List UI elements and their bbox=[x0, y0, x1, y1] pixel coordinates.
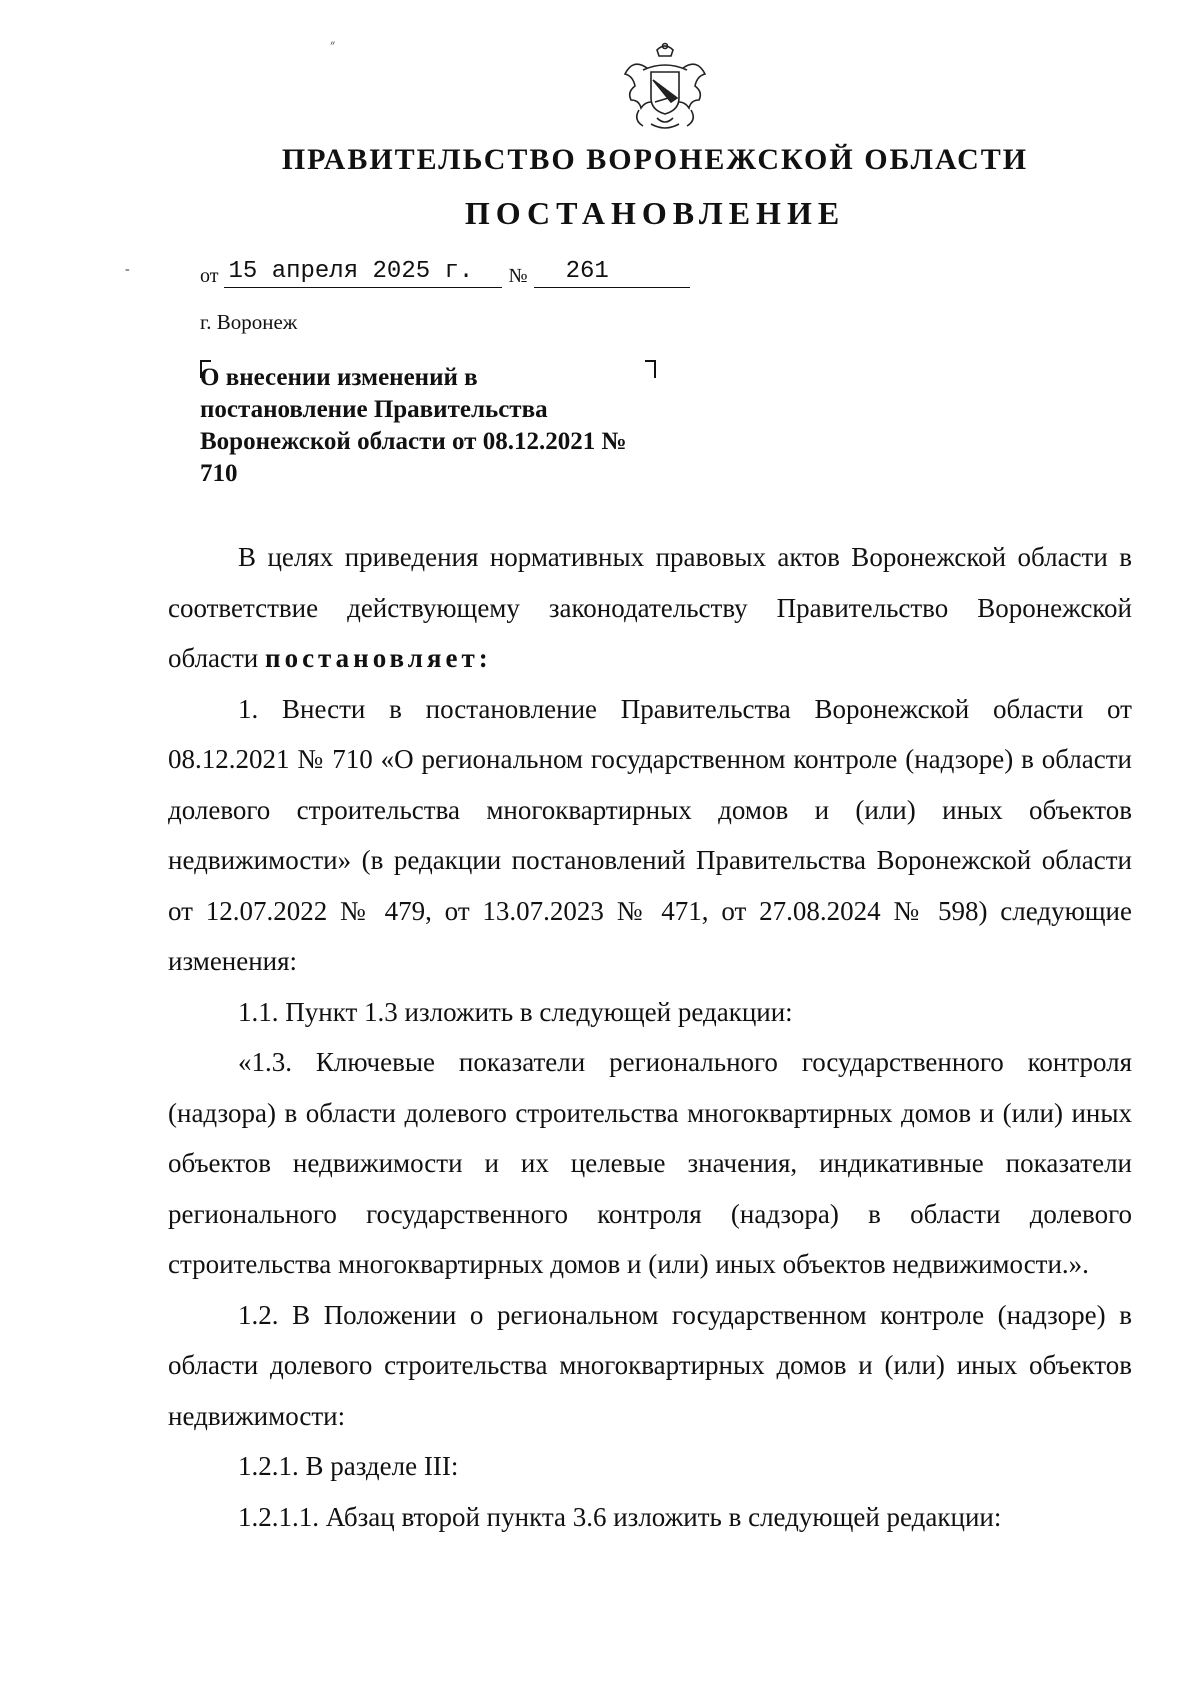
preamble-paragraph bbox=[168, 532, 1132, 684]
scan-mark: ״ bbox=[330, 38, 336, 53]
number-prefix: № bbox=[508, 265, 528, 287]
paragraph-1-1-quote: «1.3. Ключевые показатели регионального государственного контроля (надзора) в области долевого строительства многоквартирных домов и (или) иных объектов недвижимости и их целевые значения, индикативные показатели регионального государственного контроля (надзора) в области долевого строительства многоквартирных домов и (или) иных объектов недвижимости.». bbox=[168, 1047, 1132, 1279]
subject-bracket-right bbox=[645, 360, 656, 378]
preamble-verb: постановляет: bbox=[265, 643, 492, 673]
document-subject: О внесении изменений в постановление Правительства Воронежской области от 08.12.2021 № 710 bbox=[200, 364, 627, 487]
paragraph-1-2-1: 1.2.1. В разделе III: bbox=[238, 1451, 459, 1481]
paragraph-1-2-1-1: 1.2.1.1. Абзац второй пункта 3.6 изложить в следующей редакции: bbox=[238, 1501, 1002, 1532]
document-type-title: ПОСТАНОВЛЕНИЕ bbox=[464, 195, 846, 231]
scan-mark: - bbox=[125, 262, 130, 277]
coat-of-arms-voronezh-icon bbox=[617, 40, 713, 136]
document-number: 261 bbox=[534, 258, 690, 288]
government-name: ПРАВИТЕЛЬСТВО ВОРОНЕЖСКОЙ ОБЛАСТИ bbox=[281, 143, 1029, 176]
document-date: 15 апреля 2025 г. bbox=[224, 258, 502, 288]
date-prefix: от bbox=[200, 265, 219, 287]
paragraph-1-1: 1.1. Пункт 1.3 изложить в следующей редакции: bbox=[238, 996, 793, 1027]
date-number-line bbox=[200, 258, 696, 288]
preamble-text: В целях приведения нормативных правовых актов Воронежской области в соответствие действующему законодательству Правительство Воронежской области bbox=[168, 542, 1132, 673]
document-body bbox=[168, 532, 1132, 1542]
city-name: г. Воронеж bbox=[200, 310, 298, 334]
paragraph-1: 1. Внести в постановление Правительства Воронежской области от 08.12.2021 № 710 «О региональном государственном контроле (надзоре) в области долевого строительства многоквартирных домов и (или) иных объектов недвижимости» (в редакции постановлений Правительства Воронежской области от 12.07.2022 № 479, от 13.07.2023 № 471, от 27.08.2024 № 598) следующие изменения: bbox=[168, 693, 1132, 976]
paragraph-1-2: 1.2. В Положении о региональном государственном контроле (надзоре) в области долевого строительства многоквартирных домов и (или) иных объектов недвижимости: bbox=[168, 1299, 1132, 1431]
